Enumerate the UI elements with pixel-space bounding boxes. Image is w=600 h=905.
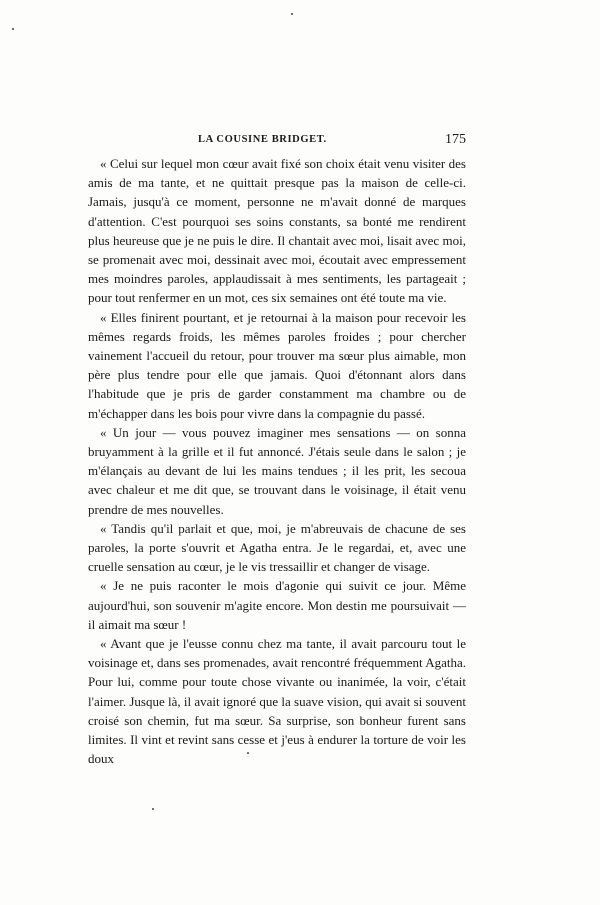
paragraph: « Tandis qu'il parlait et que, moi, je m'abreuvais de chacune de ses paroles, la porte s'ouvrit et Agatha entra. Je le regardai, et, avec une cruelle sensation au cœur, je le vis tressaillir et changer de visage.	[88, 520, 466, 575]
running-title: LA COUSINE BRIDGET.	[198, 134, 327, 145]
paragraph: « Avant que je l'eusse connu chez ma tante, il avait parcouru tout le voisinage et, dans ses promenades, avait rencontré fréquemment Agatha. Pour lui, comme pour toute chose vivante ou inanimée, la voir, c'était l'aimer. Jusque là, il avait ignoré que la suave vision, qui avait si souvent croisé son chemin, fut ma sœur. Sa surprise, son bonheur furent sans limites. Il vint et revint sans cesse et j'eus à endurer la torture de voir les doux	[88, 636, 466, 767]
paragraph: « Un jour — vous pouvez imaginer mes sensations — on sonna bruyamment à la grille et il fut annoncé. J'étais seule dans le salon ; je m'élançais au devant de lui les mains tendues ; il les prit, les secoua avec chaleur et me dit que, se trouvant dans le voisinage, il était venu prendre de mes nouvelles.	[88, 424, 466, 517]
page-speck	[247, 752, 249, 754]
paragraph: « Celui sur lequel mon cœur avait fixé son choix était venu visiter des amis de ma tante, et ne quittait presque pas la maison de celle-ci. Jamais, jusqu'à ce moment, personne ne m'avait donné de marques d'attention. C'est pourquoi ses soins constants, sa bonté me rendirent plus heureuse que je ne puis le dire. Il chantait avec moi, lisait avec moi, se promenait avec moi, dessinait avec moi, écoutait avec empressement mes moindres paroles, applaudissait à mes sentiments, les partageait ; pour tout renfermer en un mot, ces six semaines ont été toute ma vie.	[88, 156, 466, 306]
running-head	[88, 134, 466, 150]
page-speck	[152, 808, 154, 810]
page-speck	[12, 28, 14, 30]
paragraph: « Je ne puis raconter le mois d'agonie qui suivit ce jour. Même aujourd'hui, son souvenir m'agite encore. Mon destin me poursuivait — il aimait ma sœur !	[88, 578, 466, 632]
page-speck	[291, 13, 293, 15]
page-number: 175	[445, 132, 466, 147]
body-text	[88, 154, 466, 769]
paragraph: « Elles finirent pourtant, et je retournai à la maison pour recevoir les mêmes regards froids, les mêmes paroles froides ; pour chercher vainement l'accueil du retour, pour trouver ma sœur plus aimable, mon père plus tendre pour elle que jamais. Quoi d'étonnant alors dans l'habitude que je pris de garder constamment ma chambre ou de m'échapper dans les bois pour vivre dans la compagnie du passé.	[88, 309, 466, 421]
